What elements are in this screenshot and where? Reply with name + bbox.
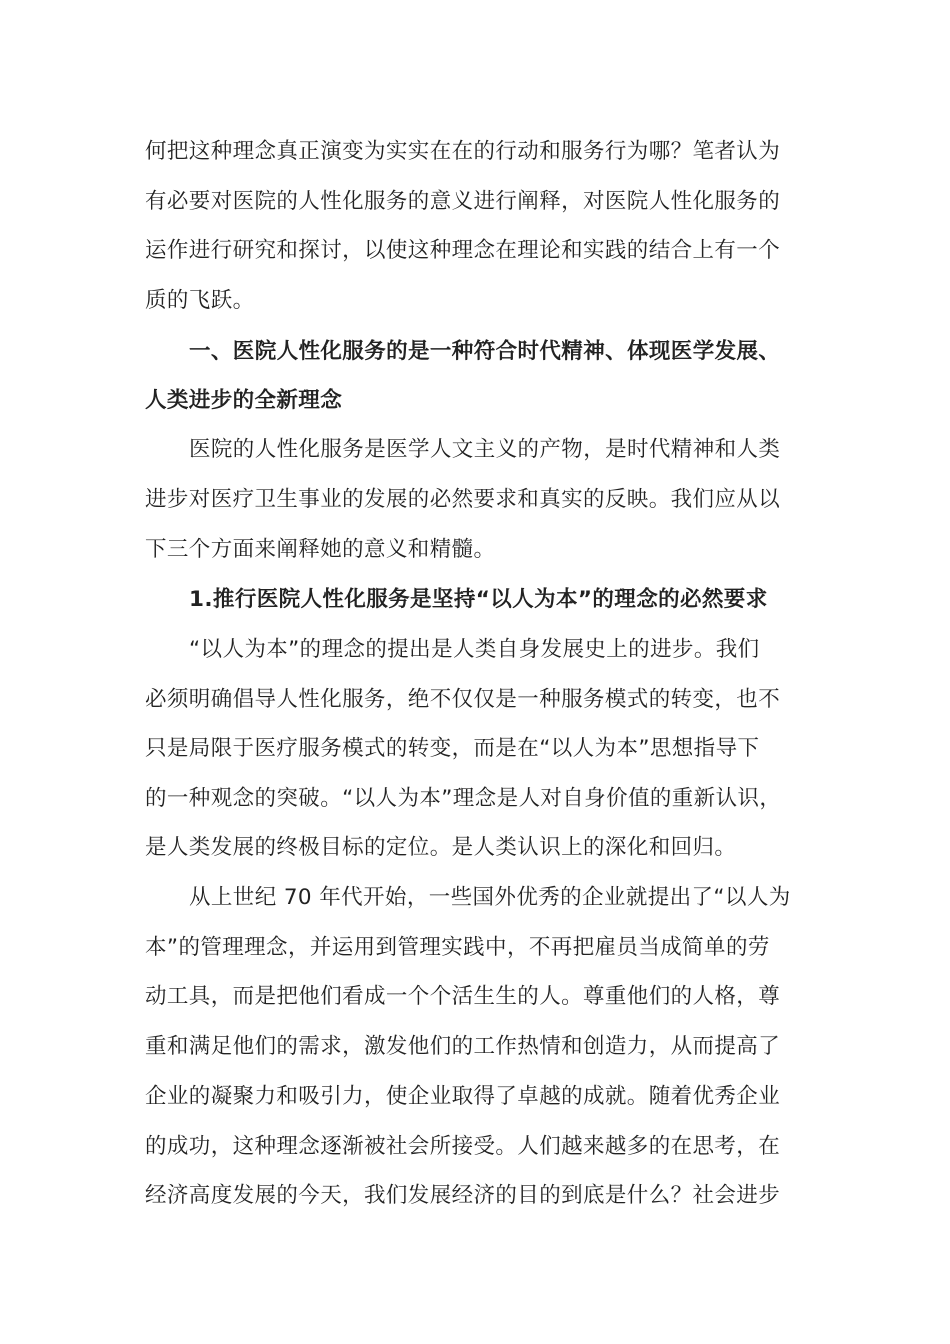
paragraph-line: 必须明确倡导人性化服务，绝不仅仅是一种服务模式的转变，也不 (145, 687, 781, 712)
section-heading: 一、医院人性化服务的是一种符合时代精神、体现医学发展、 (189, 339, 781, 364)
paragraph-line: 是人类发展的终极目标的定位。是人类认识上的深化和回归。 (145, 835, 737, 860)
paragraph-line: “以人为本”的理念的提出是人类自身发展史上的进步。我们 (189, 637, 760, 662)
paragraph-line: 进步对医疗卫生事业的发展的必然要求和真实的反映。我们应从以 (145, 487, 781, 512)
paragraph-line: 经济高度发展的今天，我们发展经济的目的到底是什么？社会进步 (145, 1183, 781, 1208)
paragraph-line: 下三个方面来阐释她的意义和精髓。 (145, 537, 496, 562)
paragraph-line: 运作进行研究和探讨，以使这种理念在理论和实践的结合上有一个 (145, 238, 781, 263)
paragraph-line: 有必要对医院的人性化服务的意义进行阐释，对医院人性化服务的 (145, 189, 781, 214)
paragraph-line: 动工具，而是把他们看成一个个活生生的人。尊重他们的人格，尊 (145, 984, 781, 1009)
paragraph-line: 重和满足他们的需求，激发他们的工作热情和创造力，从而提高了 (145, 1034, 781, 1059)
paragraph-line: 本”的管理理念，并运用到管理实践中，不再把雇员当成简单的劳 (145, 935, 770, 960)
paragraph-line: 的一种观念的突破。“以人为本”理念是人对自身价值的重新认识， (145, 786, 782, 811)
paragraph-line: 只是局限于医疗服务模式的转变，而是在“以人为本”思想指导下 (145, 736, 760, 761)
paragraph-line: 医院的人性化服务是医学人文主义的产物，是时代精神和人类 (189, 437, 781, 462)
paragraph-line: 质的飞跃。 (145, 288, 255, 313)
subsection-heading: 1.推行医院人性化服务是坚持“以人为本”的理念的必然要求 (189, 587, 768, 612)
section-heading-continuation: 人类进步的全新理念 (145, 388, 343, 413)
paragraph-line: 的成功，这种理念逐渐被社会所接受。人们越来越多的在思考，在 (145, 1134, 781, 1159)
paragraph-line: 何把这种理念真正演变为实实在在的行动和服务行为哪？笔者认为 (145, 139, 781, 164)
paragraph-line: 企业的凝聚力和吸引力，使企业取得了卓越的成就。随着优秀企业 (145, 1084, 781, 1109)
paragraph-line: 从上世纪 70 年代开始，一些国外优秀的企业就提出了“以人为 (189, 885, 791, 910)
